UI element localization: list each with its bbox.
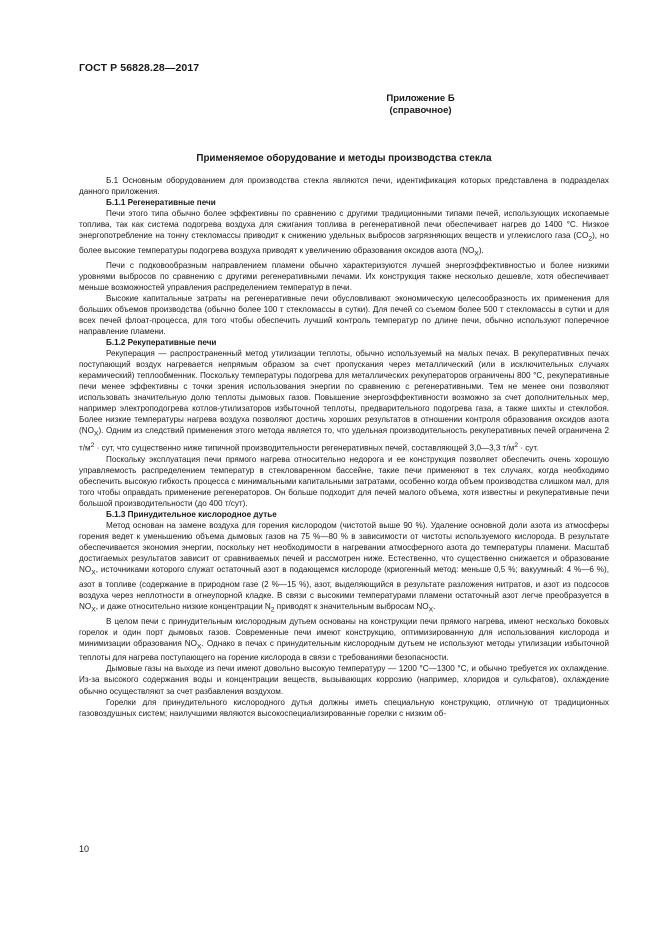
annex-subtitle: (справочное) bbox=[389, 105, 452, 116]
section-title: Применяемое оборудование и методы производства стекла bbox=[196, 153, 492, 164]
paragraph: Высокие капитальные затраты на регенеративные печи обусловливают экономическую целесообразность их применения для больших объемов производства (обычно более 100 т стекломассы в сутки). Для печей со съемом более 500 т стекломассы в сутки и для всех печей флоат-процесса, для того чтобы обеспечить лучший контроль температур по длине печи, обычно используют поперечное направление пламени. bbox=[79, 293, 609, 336]
annex-title: Приложение Б bbox=[386, 93, 455, 104]
paragraph: В целом печи с принудительным кислородным дутьем основаны на конструкции печи прямого нагрева, имеют несколько боковых горелок и один порт дымовых газов. Современные печи имеют конструкцию, оптимизированную для использования кислорода и минимизации образования $NO_X$. Однако в печах с принудительным кислородным дутьем не используют методы утилизации избыточной теплоты для нагрева поступающего на горение кислорода в связи с требованиями безопасности. bbox=[79, 616, 609, 663]
document-code: ГОСТ Р 56828.28—2017 bbox=[79, 62, 200, 74]
annex-heading bbox=[0, 93, 661, 117]
paragraph: Метод основан на замене воздуха для горения кислородом (чистотой выше 90 %). Удаление основной доли азота из атмосферы горения ведет к уменьшению объема дымовых газов на 75 %—80 % в зависимости от чистоты используемого кислорода. В результате обеспечивается экономия энергии, поскольку нет необходимости в нагревании атмосферного азота до температуры пламени. Масштаб достигаемых результатов зависит от сравниваемых печей и рассмотрен ниже. Естественно, что существенно снижается и образование $NO_X$, источниками которого служат остаточный азот в подающемся кислороде (криогенный метод: меньше 0,5 %; вакуумный: 4 %—6 %), азот в топливе (содержание в природном газе (2 %—15 %), азот, выделяющийся в результате разложения нитратов, и азот из подсосов воздуха через неплотности в огнеупорной кладке. В связи с высокими температурами пламени остаточный азот легче преобразуется в $NO_X$, и даже относительно низкие концентрации $N_2$ приводят к значительным выбросам $NO_X$. bbox=[79, 521, 609, 614]
page-number: 10 bbox=[79, 844, 90, 854]
paragraph: Поскольку эксплуатация печи прямого нагрева относительно недорога и ее конструкция позволяет обеспечить очень хорошую управляемость распределением температур в стекловаренном бассейне, такие печи применяют в тех случаях, когда необходимо обеспечить высокую гибкость процесса с минимальными капитальными затратами, особенно когда объем производства слишком мал, для того чтобы оправдать применение регенераторов. Он больше подходит для печей малого объема, хотя известны и рекуперативные печи большой производительности (до 400 т/сут). bbox=[79, 454, 609, 508]
paragraph: Печи с подковообразным направлением пламени обычно характеризуются лучшей энергоэффективностью и более низкими уровнями выбросов по сравнению с другими регенеративными печами. Их конструкция также несколько дешевле, хотя обеспечивает меньше возможностей управления распределением температур в печи. bbox=[79, 260, 609, 292]
paragraph: Горелки для принудительного кислородного дутья должны иметь специальную конструкцию, отличную от традиционных газовоздушных систем; наилучшими являются высокоспециализированные горелки с низким об- bbox=[79, 697, 609, 718]
paragraph: Дымовые газы на выходе из печи имеют довольно высокую температуру — 1200 °C—1300 °C, и обычно требуется их охлаждение. Из-за высокого содержания воды и концентрации веществ, вызывающих коррозию (например, хлоридов и сульфатов), охлаждение обычно осуществляют за счет разбавления воздухом. bbox=[79, 664, 609, 696]
paragraph: Рекуперация — распространенный метод утилизации теплоты, обычно используемый на малых печах. В рекуперативных печах поступающий воздух нагревается непрямым образом за счет пропускания через металлический (или в исключительных случаях керамический) теплообменник. Поскольку температуры подогрева для металлических рекуператоров ограничены 800 °C, рекуперативные печи менее эффективны с точки зрения использования энергии по сравнению с регенеративными. Тем не менее они позволяют использовать значительную долю теплоты дымовых газов. Повышение энергоэффективности возможно за счет дополнительных мер, например электроподогрева котлов-утилизаторов избыточной теплоты, предварительного подогрева газа, а также шихты и стеклобоя. Более низкие температуры нагрева воздуха позволяют достичь хороших результатов в отношении контроля образования оксидов азота $(NO_X)$. Одним из следствий применения этого метода является то, что удельная производительность рекуперативных печей ограничена 2 $т/м^2$ · сут, что существенно ниже типичной производительности регенеративных печей, составляющей 3,0—3,3 $т/м^2$ · сут. bbox=[79, 348, 609, 453]
body-text bbox=[79, 175, 609, 719]
subsection-heading: Б.1.1 Регенеративные печи bbox=[106, 198, 216, 208]
paragraph: Б.1 Основным оборудованием для производства стекла являются печи, идентификация которых представлена в подразделах данного приложения. bbox=[79, 176, 609, 197]
paragraph: Печи этого типа обычно более эффективны по сравнению с другими традиционными типами печей, использующих ископаемые топлива, так как система подогрева воздуха для сжигания топлива в регенеративной печи обеспечивает нагрев до 1400 °C. Низкое энергопотребление на тонну стекломассы приводит к снижению удельных выбросов загрязняющих веществ и углекислого газа $(CO_2)$, но более высокие температуры подогрева воздуха приводят к увеличению образования оксидов азота $(NO_X)$. bbox=[79, 209, 609, 258]
subsection-heading: Б.1.3 Принудительное кислородное дутье bbox=[106, 509, 277, 519]
subsection-heading: Б.1.2 Рекуперативные печи bbox=[106, 337, 217, 347]
